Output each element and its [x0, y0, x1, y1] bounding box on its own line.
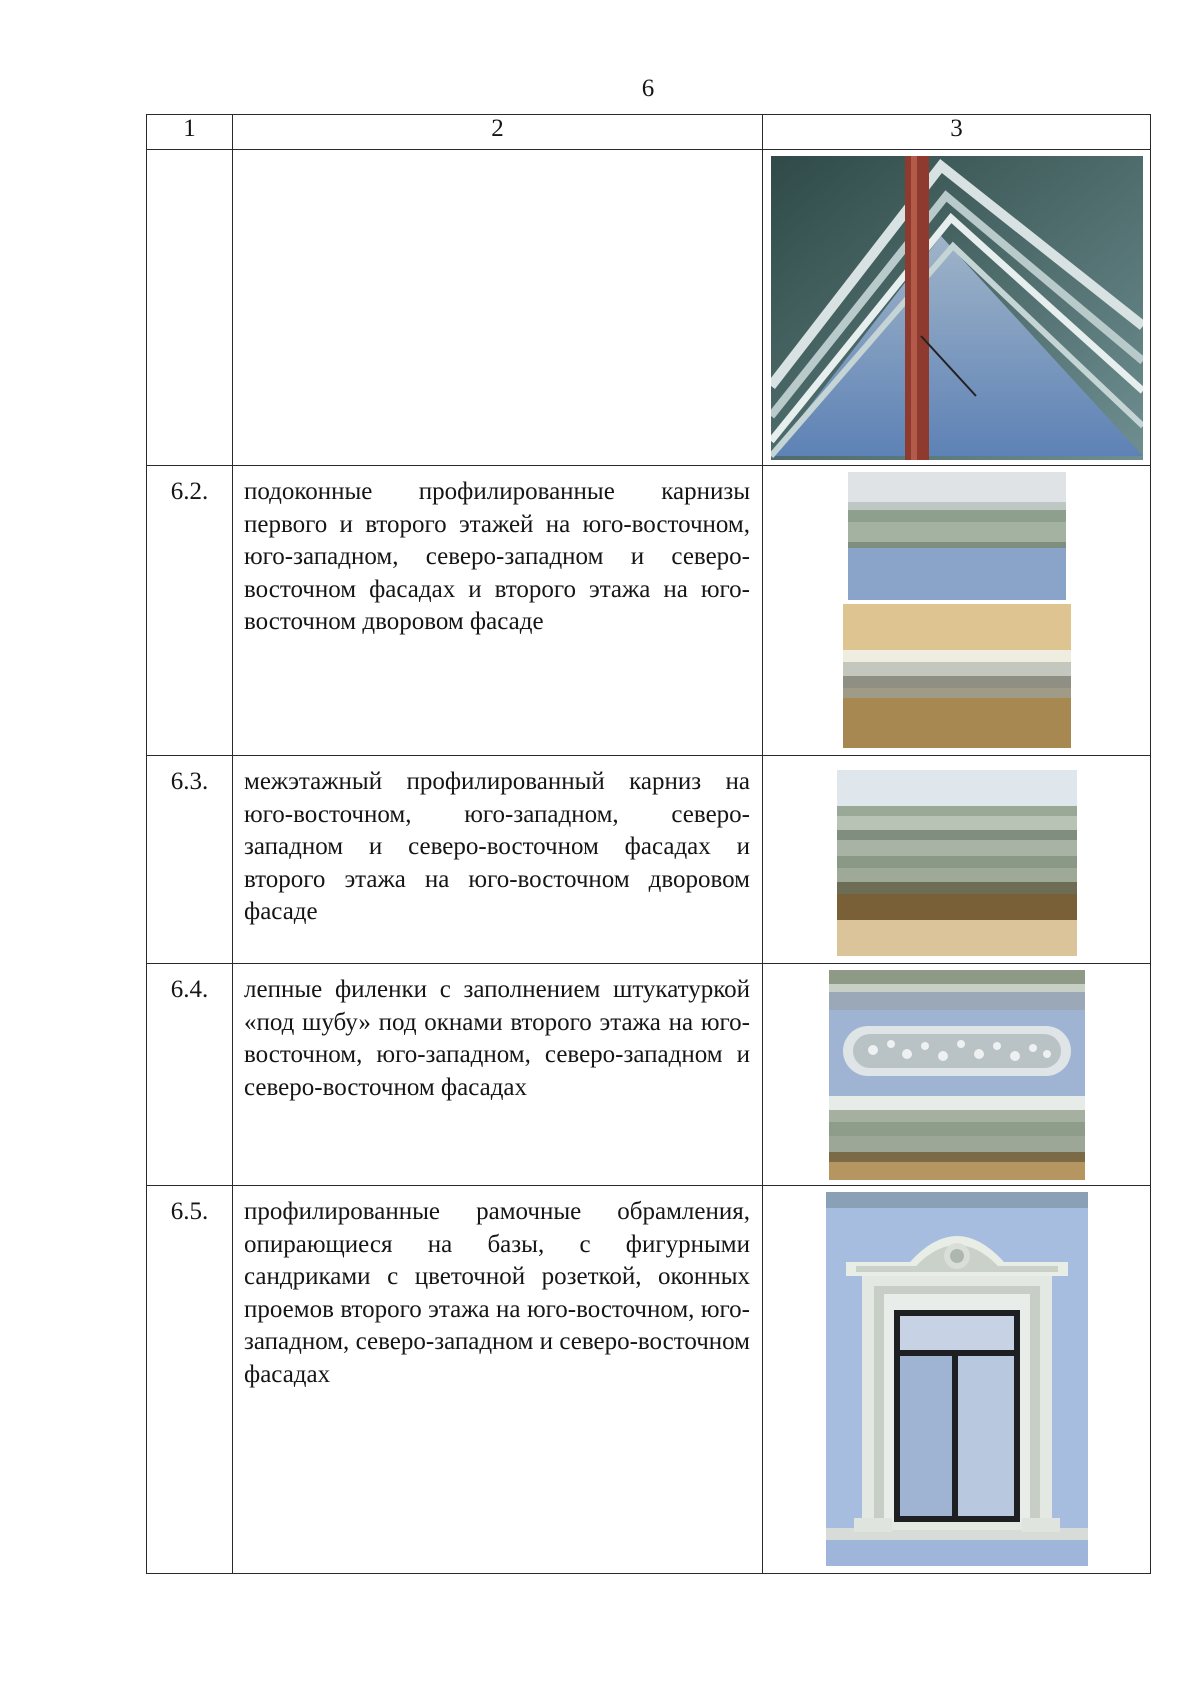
row-photo-cell [763, 964, 1151, 1186]
table-row [147, 466, 1151, 756]
table-header-row [147, 115, 1151, 150]
row-number: 6.2. [147, 466, 233, 756]
row-photo-cell [763, 150, 1151, 466]
page-number: 6 [641, 75, 655, 102]
row-number: 6.4. [147, 964, 233, 1186]
table-row [147, 964, 1151, 1186]
row-description: межэтажный профилированный карниз на юго-восточном, юго-западном, северо-западном и северо-восточном фасадах и второго этажа на юго-восточном дворовом фасаде [233, 756, 763, 964]
row-description: профилированные рамочные обрамления, опирающиеся на базы, с фигурными сандриками с цветочной розеткой, оконных проемов второго этажа на юго-восточном, юго-западном, северо-западном и северо-восточном фасадах [233, 1186, 763, 1574]
table-row [147, 756, 1151, 964]
window-surround-photo [826, 1192, 1088, 1566]
row-number: 6.5. [147, 1186, 233, 1574]
column-header-number: 1 [147, 115, 233, 150]
row-photo-cell [763, 756, 1151, 964]
monument-elements-table [146, 114, 1151, 1574]
sill-cornice-ochre-photo [843, 604, 1071, 748]
molded-panel-photo [829, 970, 1085, 1180]
row-description: подоконные профилированные карнизы первого и второго этажей на юго-восточном, юго-западном, северо-западном и северо-восточном фасадах и второго этажа на юго-восточном дворовом фасаде [233, 466, 763, 756]
row-photo-cell [763, 466, 1151, 756]
row-description: лепные филенки с заполнением штукатуркой «под шубу» под окнами второго этажа на юго-восточном, юго-западном, северо-западном и северо-восточном фасадах [233, 964, 763, 1186]
column-header-photo: 3 [763, 115, 1151, 150]
column-header-description: 2 [233, 115, 763, 150]
row-number [147, 150, 233, 466]
sill-cornice-blue-photo [848, 472, 1066, 600]
row-description [233, 150, 763, 466]
row-photo-cell [763, 1186, 1151, 1574]
interfloor-cornice-photo [837, 770, 1077, 956]
row-number: 6.3. [147, 756, 233, 964]
eaves-corner-photo [771, 156, 1143, 460]
table-row [147, 1186, 1151, 1574]
table-row [147, 150, 1151, 466]
